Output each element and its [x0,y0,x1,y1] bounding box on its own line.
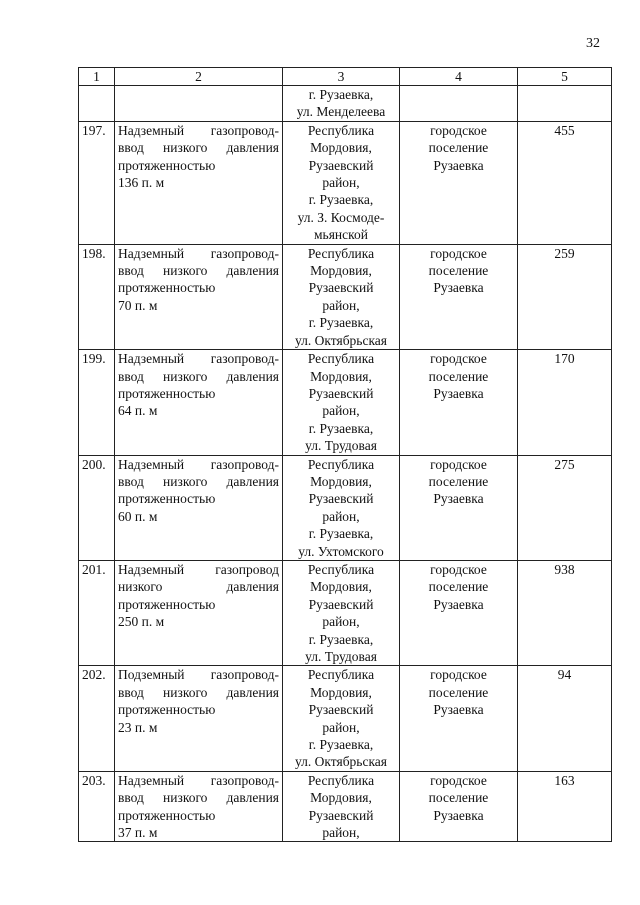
row-number-cell: 198. [79,244,115,349]
description-line: Надземный газопровод- [118,122,279,138]
description-line: Подземный газопровод- [118,667,279,683]
description-cell [115,86,283,122]
location-line: район, [322,403,360,419]
settlement-line: городское [430,245,487,261]
location-line: ул. Трудовая [305,649,377,664]
settlement-line: городское [430,122,487,138]
column-header: 4 [400,68,518,86]
settlement-cell [400,350,518,455]
location-line: Мордовия, [310,684,372,700]
description-line: протяженностью [118,596,216,612]
value-cell: 938 [518,560,612,665]
description-line: протяженностью [118,491,216,507]
table-row [79,121,612,244]
column-header: 5 [518,68,612,86]
description-line: ввод низкого давления [118,790,279,806]
description-cell [115,121,283,244]
value-cell: 275 [518,455,612,560]
settlement-line: поселение [428,473,489,489]
description-line: Надземный газопровод- [118,245,279,261]
location-cell [283,771,400,842]
description-line: 250 п. м [118,614,165,630]
description-cell [115,560,283,665]
settlement-line: Рузаевка [433,280,484,296]
value-cell [518,86,612,122]
row-number-cell: 200. [79,455,115,560]
row-number-cell: 201. [79,560,115,665]
description-line: 70 п. м [118,297,158,313]
description-line: протяженностью [118,702,216,718]
settlement-line: городское [430,667,487,683]
settlement-line: Рузаевка [433,807,484,823]
description-cell [115,666,283,771]
table-row [79,350,612,455]
value-cell: 170 [518,350,612,455]
column-header: 3 [283,68,400,86]
description-cell [115,244,283,349]
continuation-row [79,86,612,122]
description-cell [115,350,283,455]
description-line: 23 п. м [118,719,158,735]
settlement-line: Рузаевка [433,596,484,612]
location-line: Рузаевский [308,385,374,401]
description-line: 37 п. м [118,825,158,841]
description-line: Надземный газопровод- [118,772,279,788]
settlement-line: поселение [428,790,489,806]
table-row [79,244,612,349]
settlement-line: Рузаевка [433,157,484,173]
value-cell: 259 [518,244,612,349]
location-line: г. Рузаевка, [308,192,374,208]
location-cell [283,121,400,244]
description-line: ввод низкого давления [118,140,279,156]
settlement-cell [400,86,518,122]
column-header: 2 [115,68,283,86]
location-cell [283,455,400,560]
settlement-line: Рузаевка [433,385,484,401]
page-number: 32 [586,36,600,51]
location-line: Республика [307,245,375,261]
location-line: ул. Менделеева [296,104,386,120]
table-row [79,666,612,771]
location-line: г. Рузаевка, [308,420,374,436]
row-number-cell: 203. [79,771,115,842]
location-line: Мордовия, [310,579,372,595]
description-line: 64 п. м [118,403,158,419]
column-header: 1 [79,68,115,86]
description-line: 60 п. м [118,508,158,524]
description-line: ввод низкого давления [118,684,279,700]
settlement-cell [400,560,518,665]
settlement-line: поселение [428,263,489,279]
settlement-line: Рузаевка [433,702,484,718]
table-row [79,771,612,842]
location-line: Республика [307,122,375,138]
description-line: протяженностью [118,807,216,823]
location-line: Республика [307,561,375,577]
settlement-cell [400,244,518,349]
table-header-row [79,68,612,86]
location-line: Рузаевский [308,596,374,612]
location-line: Рузаевский [308,491,374,507]
value-cell: 455 [518,121,612,244]
description-line: протяженностью [118,385,216,401]
location-cell [283,244,400,349]
table-row [79,560,612,665]
settlement-line: Рузаевка [433,491,484,507]
location-line: г. Рузаевка, [308,315,374,331]
description-cell [115,771,283,842]
row-number-cell: 199. [79,350,115,455]
settlement-line: городское [430,561,487,577]
settlement-cell [400,121,518,244]
location-line: район, [322,719,360,735]
location-line: Мордовия, [310,263,372,279]
location-line: Мордовия, [310,473,372,489]
description-line: ввод низкого давления [118,473,279,489]
settlement-cell [400,455,518,560]
settlement-cell [400,666,518,771]
row-number-cell: 202. [79,666,115,771]
settlement-line: городское [430,456,487,472]
row-number-cell: 197. [79,121,115,244]
value-cell: 94 [518,666,612,771]
description-cell [115,455,283,560]
location-line: г. Рузаевка, [308,87,374,102]
settlement-line: поселение [428,368,489,384]
settlement-line: поселение [428,140,489,156]
description-line: ввод низкого давления [118,263,279,279]
settlement-cell [400,771,518,842]
value-cell: 163 [518,771,612,842]
location-line: ул. Ухтомского [298,543,384,559]
description-line: 136 п. м [118,175,165,191]
location-line: Мордовия, [310,790,372,806]
location-line: Рузаевский [308,807,374,823]
location-line: район, [322,508,360,524]
table-row [79,455,612,560]
location-line: ул. Трудовая [305,438,377,454]
location-line: район, [322,175,360,191]
location-cell [283,560,400,665]
location-line: г. Рузаевка, [308,631,374,647]
location-line: Республика [307,351,375,367]
row-number-cell [79,86,115,122]
location-cell [283,350,400,455]
settlement-line: городское [430,351,487,367]
settlement-line: городское [430,772,487,788]
location-line: Республика [307,667,375,683]
description-line: низкого давления [118,579,279,595]
location-line: Мордовия, [310,368,372,384]
location-line: Рузаевский [308,157,374,173]
property-table [78,67,612,842]
location-line: Рузаевский [308,280,374,296]
description-line: Надземный газопровод- [118,351,279,367]
location-line: Мордовия, [310,140,372,156]
location-line: ул. З. Космоде- [297,209,385,225]
location-line: Республика [307,456,375,472]
location-line: мьянской [314,227,368,243]
location-line: Рузаевский [308,702,374,718]
description-line: Надземный газопровод- [118,456,279,472]
location-line: г. Рузаевка, [308,526,374,542]
description-line: Надземный газопровод [118,561,279,577]
location-line: район, [322,297,360,313]
description-line: ввод низкого давления [118,368,279,384]
description-line: протяженностью [118,157,216,173]
location-line: г. Рузаевка, [308,737,374,753]
description-line: протяженностью [118,280,216,296]
location-cell [283,666,400,771]
location-line: район, [322,614,360,630]
settlement-line: поселение [428,684,489,700]
location-line: район, [322,825,360,841]
location-line: ул. Октябрьская [294,332,388,348]
location-line: ул. Октябрьская [294,754,388,770]
location-line: Республика [307,772,375,788]
settlement-line: поселение [428,579,489,595]
location-cell [283,86,400,122]
